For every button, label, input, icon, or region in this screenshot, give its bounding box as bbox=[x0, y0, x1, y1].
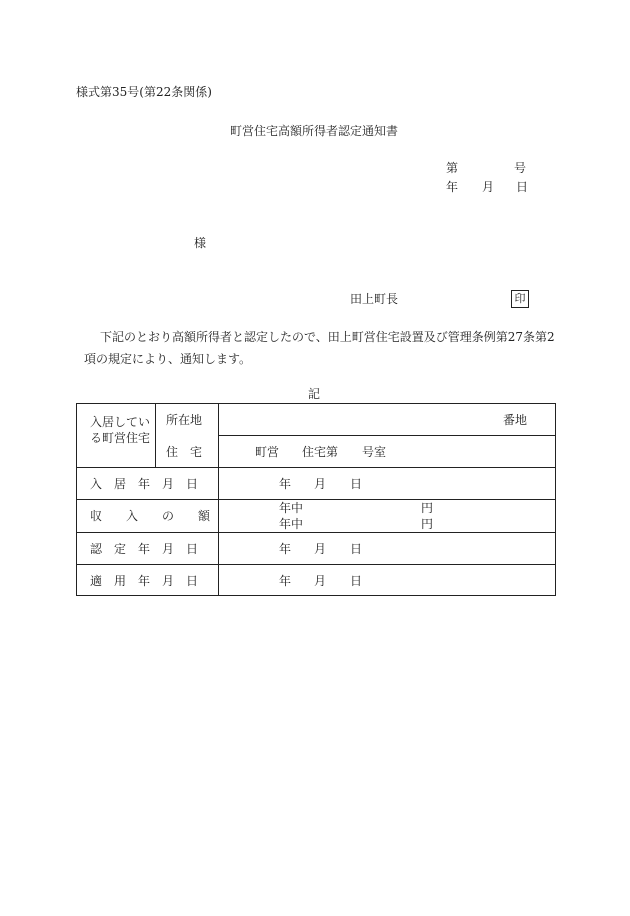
location-suffix: 番地 bbox=[503, 413, 528, 427]
reference-go-label: 号 bbox=[514, 161, 527, 175]
certified-label: 認 定 年 月 日 bbox=[90, 542, 199, 556]
body-paragraph: 下記のとおり高額所得者と認定したので、田上町営住宅設置及び管理条例第27条第2項の規定により、通知します。 bbox=[84, 330, 555, 366]
issue-date-year: 年 bbox=[446, 180, 459, 194]
table-line bbox=[218, 435, 555, 436]
certified-month: 月 bbox=[314, 542, 327, 556]
table-line bbox=[218, 404, 219, 595]
income-row1-suffix: 円 bbox=[421, 501, 434, 515]
table-line bbox=[77, 467, 555, 468]
house-suffix: 号室 bbox=[362, 445, 387, 459]
form-number: 様式第35号(第22条関係) bbox=[76, 85, 212, 99]
applied-year: 年 bbox=[279, 574, 292, 588]
document-title: 町営住宅高額所得者認定通知書 bbox=[230, 124, 399, 138]
certified-year: 年 bbox=[279, 542, 292, 556]
table-line bbox=[77, 499, 555, 500]
income-label: 収 入 の 額 bbox=[90, 509, 211, 523]
ki-heading: 記 bbox=[308, 387, 321, 401]
move-in-label: 入 居 年 月 日 bbox=[90, 477, 199, 491]
house-label: 住 宅 bbox=[166, 445, 203, 459]
move-in-year: 年 bbox=[279, 477, 292, 491]
applied-day: 日 bbox=[350, 574, 363, 588]
table-line bbox=[155, 404, 156, 467]
income-row1-prefix: 年中 bbox=[279, 501, 304, 515]
issue-date-month: 月 bbox=[482, 180, 495, 194]
applied-label: 適 用 年 月 日 bbox=[90, 574, 199, 588]
issuer-name: 田上町長 bbox=[350, 292, 399, 306]
house-middle: 住宅第 bbox=[302, 445, 339, 459]
residence-label: 入居している町営住宅 bbox=[90, 415, 151, 445]
seal-stamp: 印 bbox=[511, 290, 529, 308]
issue-date-day: 日 bbox=[516, 180, 529, 194]
certified-day: 日 bbox=[350, 542, 363, 556]
table-line bbox=[77, 564, 555, 565]
income-row2-suffix: 円 bbox=[421, 517, 434, 531]
house-prefix: 町営 bbox=[255, 445, 280, 459]
details-table bbox=[76, 403, 556, 596]
location-label: 所在地 bbox=[166, 413, 203, 427]
applied-month: 月 bbox=[314, 574, 327, 588]
addressee-suffix: 様 bbox=[194, 236, 207, 250]
reference-no-label: 第 bbox=[446, 161, 459, 175]
income-row2-prefix: 年中 bbox=[279, 517, 304, 531]
table-line bbox=[77, 532, 555, 533]
move-in-month: 月 bbox=[314, 477, 327, 491]
move-in-day: 日 bbox=[350, 477, 363, 491]
